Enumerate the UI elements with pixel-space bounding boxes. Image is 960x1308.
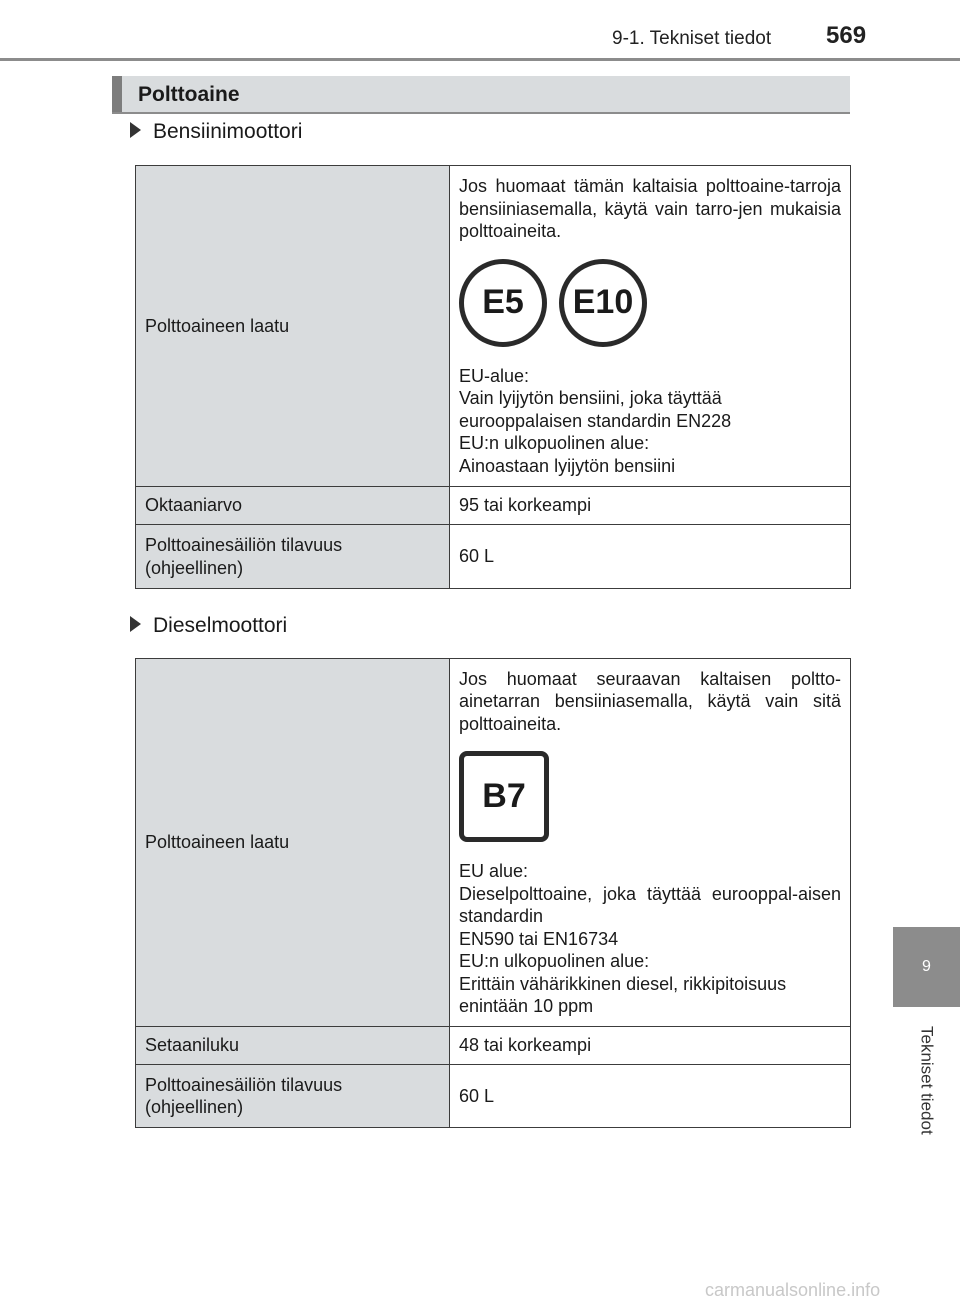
petrol-spec-table bbox=[135, 165, 851, 589]
petrol-quality-line: Ainoastaan lyijytön bensiini bbox=[459, 455, 676, 476]
petrol-tank-label bbox=[136, 525, 450, 589]
diesel-quality-line: EN590 tai EN16734 bbox=[459, 928, 619, 949]
watermark: carmanualsonline.info bbox=[705, 1280, 881, 1300]
petrol-heading-label: Bensiinimoottori bbox=[153, 120, 303, 143]
petrol-tank-label-line: (ohjeellinen) bbox=[145, 557, 244, 578]
header-divider bbox=[0, 58, 960, 61]
petrol-quality-value bbox=[450, 166, 851, 487]
cetane-value: 48 tai korkeampi bbox=[450, 1027, 851, 1065]
diesel-heading-label: Dieselmoottori bbox=[153, 614, 288, 637]
diesel-tank-label-line: Polttoainesäiliön tilavuus bbox=[145, 1074, 343, 1095]
chapter-side-label bbox=[893, 1010, 960, 1150]
chapter-number: 9 bbox=[922, 958, 931, 975]
petrol-heading bbox=[130, 120, 302, 144]
petrol-quality-label: Polttoaineen laatu bbox=[136, 166, 450, 487]
diesel-quality-line: EU alue: bbox=[459, 861, 529, 881]
petrol-tank-label-line: Polttoainesäiliön tilavuus bbox=[145, 535, 343, 555]
diesel-quality-desc: Dieselpolttoaine, joka täyttää eurooppal-aisen standardin bbox=[459, 883, 841, 926]
diesel-spec-table bbox=[135, 658, 851, 1128]
petrol-quality-line: EU:n ulkopuolinen alue: bbox=[459, 433, 650, 453]
diesel-quality-line: EU:n ulkopuolinen alue: bbox=[459, 951, 650, 971]
table-row bbox=[136, 525, 851, 589]
section-title: Polttoaine bbox=[138, 83, 240, 106]
header-section-title: 9-1. Tekniset tiedot bbox=[612, 28, 772, 49]
table-row bbox=[136, 659, 851, 1027]
petrol-tank-value: 60 L bbox=[450, 525, 851, 589]
diesel-tank-label-line: (ohjeellinen) bbox=[145, 1097, 244, 1117]
triangle-bullet-icon bbox=[130, 616, 141, 632]
octane-label: Oktaaniarvo bbox=[136, 487, 450, 525]
chapter-title: Tekniset tiedot bbox=[917, 1025, 937, 1135]
table-row bbox=[136, 166, 851, 487]
diesel-tank-label bbox=[136, 1065, 450, 1128]
triangle-bullet-icon bbox=[130, 122, 141, 138]
diesel-quality-intro: Jos huomaat seuraavan kaltaisen poltto-ainetarran bensiiniasemalla, käytä vain sitä polttoaineita. bbox=[459, 668, 841, 734]
fuel-label-b7-icon: B7 bbox=[459, 751, 549, 842]
section-divider bbox=[112, 112, 850, 114]
fuel-label-e10-icon: E10 bbox=[559, 259, 647, 347]
chapter-tab bbox=[893, 927, 960, 1007]
table-row bbox=[136, 1065, 851, 1128]
diesel-quality-value bbox=[450, 659, 851, 1027]
table-row bbox=[136, 487, 851, 525]
diesel-tank-value: 60 L bbox=[450, 1065, 851, 1128]
table-row bbox=[136, 1027, 851, 1065]
petrol-fuel-badges bbox=[459, 259, 841, 347]
octane-value: 95 tai korkeampi bbox=[450, 487, 851, 525]
diesel-heading bbox=[130, 614, 287, 638]
petrol-quality-intro: Jos huomaat tämän kaltaisia polttoaine-tarroja bensiiniasemalla, käytä vain tarro-jen mukaisia polttoaineita. bbox=[459, 176, 841, 241]
diesel-quality-line: enintään 10 ppm bbox=[459, 996, 594, 1016]
diesel-quality-label: Polttoaineen laatu bbox=[136, 659, 450, 1027]
section-heading-bar bbox=[112, 76, 850, 112]
fuel-label-e5-icon: E5 bbox=[459, 259, 547, 347]
diesel-quality-line: Erittäin vähärikkinen diesel, rikkipitoisuus bbox=[459, 973, 787, 994]
petrol-quality-line: EU-alue: bbox=[459, 365, 530, 386]
cetane-label: Setaaniluku bbox=[136, 1027, 450, 1065]
petrol-quality-line: Vain lyijytön bensiini, joka täyttää bbox=[459, 388, 722, 408]
page-number: 569 bbox=[826, 22, 867, 49]
petrol-quality-line: eurooppalaisen standardin EN228 bbox=[459, 410, 732, 431]
